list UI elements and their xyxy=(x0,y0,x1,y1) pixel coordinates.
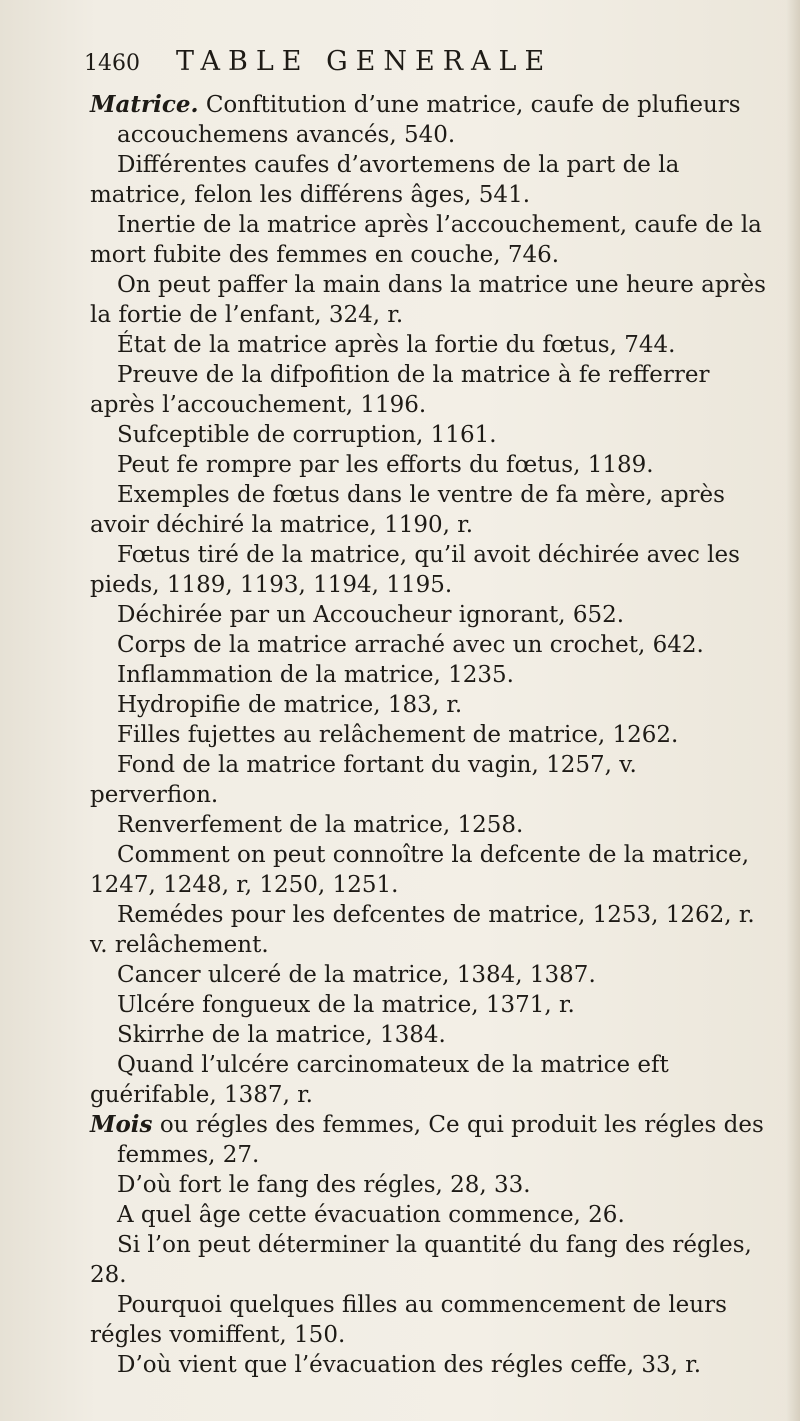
entry-line: Comment on peut connoître la defcente de la matrice, 1247, 1248, r, 1250, 1251. xyxy=(90,842,750,898)
entry-line: Preuve de la difpofition de la matrice à fe refferrer après l’accouchement, 1196. xyxy=(90,362,710,418)
entry-line: Inflammation de la matrice, 1235. xyxy=(117,662,514,688)
entry-head: Mois xyxy=(90,1111,153,1138)
entry-line: Inertie de la matrice après l’accouchement, caufe de la mort fubite des femmes en couche, 746. xyxy=(90,212,762,268)
entry-line: Exemples de fœtus dans le ventre de fa mère, après avoir déchiré la matrice, 1190, r. xyxy=(90,482,725,538)
entry-line: Filles fujettes au relâchement de matrice, 1262. xyxy=(117,722,679,748)
page-header xyxy=(84,46,764,77)
entry-line: D’où fort le fang des régles, 28, 33. xyxy=(117,1172,531,1198)
entry-line: Déchirée par un Accoucheur ignorant, 652. xyxy=(117,602,625,628)
index-text xyxy=(90,90,770,1380)
page-edge-shadow xyxy=(786,0,800,1421)
entry-line: ou régles des femmes, Ce qui produit les régles des femmes, 27. xyxy=(117,1112,764,1168)
page-number: 1460 xyxy=(84,51,140,76)
entry-line: A quel âge cette évacuation commence, 26. xyxy=(117,1202,625,1228)
entry-line: État de la matrice après la fortie du fœtus, 744. xyxy=(117,332,676,358)
index-entry-matrice xyxy=(90,90,770,150)
index-entry-mois xyxy=(90,1110,770,1170)
entry-line: Corps de la matrice arraché avec un crochet, 642. xyxy=(117,632,704,658)
entry-line: Renverfement de la matrice, 1258. xyxy=(117,812,524,838)
entry-line: Peut fe rompre par les efforts du fœtus, 1189. xyxy=(117,452,654,478)
entry-line: Sufceptible de corruption, 1161. xyxy=(117,422,497,448)
entry-line: Conftitution d’une matrice, caufe de plufieurs accouchemens avancés, 540. xyxy=(117,92,741,148)
entry-line: Ulcére fongueux de la matrice, 1371, r. xyxy=(117,992,575,1018)
entry-line: Pourquoi quelques filles au commencement de leurs régles vomiffent, 150. xyxy=(90,1292,727,1348)
entry-line: Différentes caufes d’avortemens de la part de la matrice, felon les différens âges, 541. xyxy=(90,152,680,208)
entry-line: Cancer ulceré de la matrice, 1384, 1387. xyxy=(117,962,596,988)
entry-line: Fœtus tiré de la matrice, qu’il avoit déchirée avec les pieds, 1189, 1193, 1194, 1195. xyxy=(90,542,740,598)
entry-head: Matrice. xyxy=(90,91,199,118)
entry-line: Remédes pour les defcentes de matrice, 1253, 1262, r. v. relâchement. xyxy=(90,902,755,958)
entry-line: Si l’on peut déterminer la quantité du fang des régles, 28. xyxy=(90,1232,752,1288)
entry-line: Skirrhe de la matrice, 1384. xyxy=(117,1022,446,1048)
running-title: TABLE GENERALE xyxy=(176,46,553,77)
entry-line: Hydropifie de matrice, 183, r. xyxy=(117,692,463,718)
entry-line: D’où vient que l’évacuation des régles ceffe, 33, r. xyxy=(117,1352,702,1378)
entry-line: On peut paffer la main dans la matrice une heure après la fortie de l’enfant, 324, r. xyxy=(90,272,766,328)
entry-line: Fond de la matrice fortant du vagin, 1257, v. perverfion. xyxy=(90,752,637,808)
entry-line: Quand l’ulcére carcinomateux de la matrice eft guérifable, 1387, r. xyxy=(90,1052,669,1108)
